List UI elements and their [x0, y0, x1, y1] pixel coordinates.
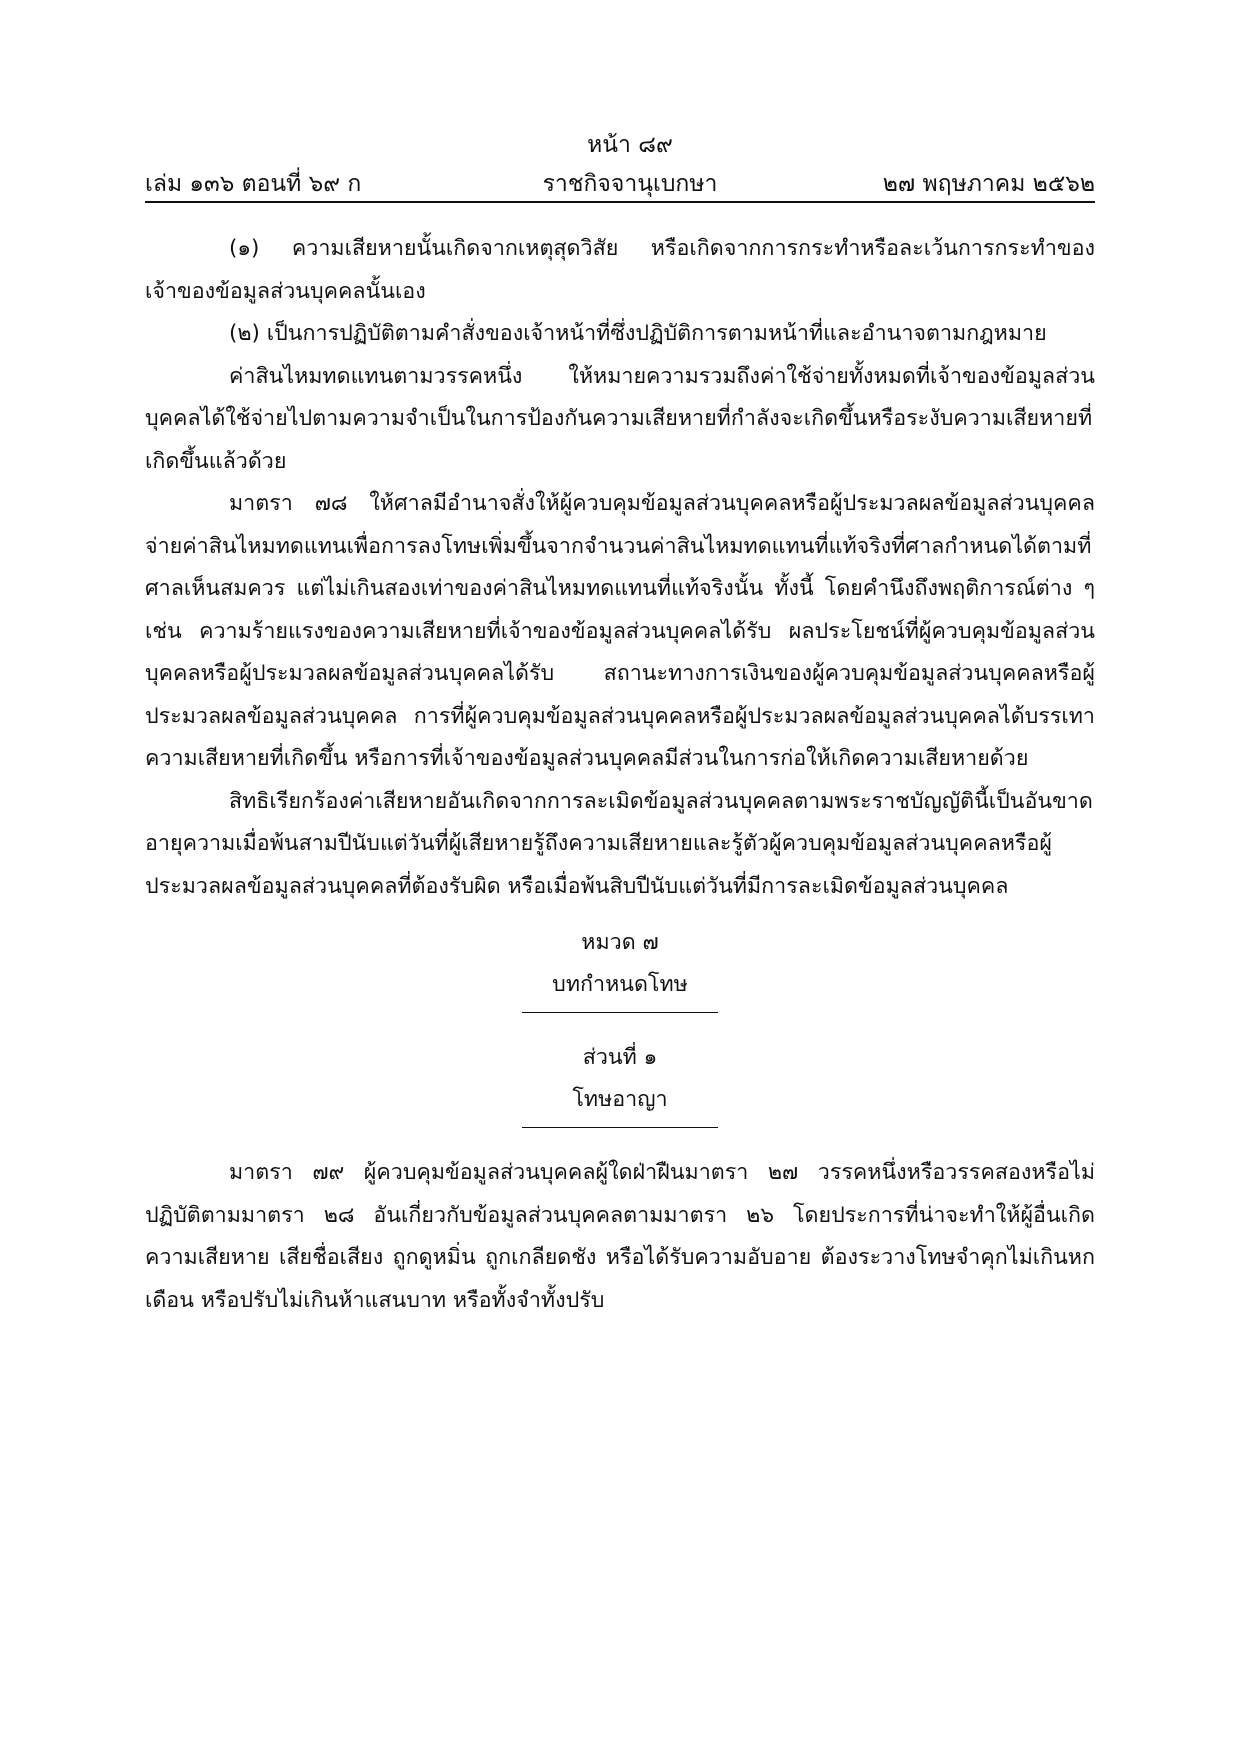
gazette-header — [145, 126, 1095, 204]
paragraph: ค่าสินไหมทดแทนตามวรรคหนึ่ง ให้หมายความรวมถึงค่าใช้จ่ายทั้งหมดที่เจ้าของข้อมูลส่วนบุคคลได้ใช้จ่ายไปตามความจำเป็นในการป้องกันความเสียหายที่กำลังจะเกิดขึ้นหรือระงับความเสียหายที่เกิดขึ้นแล้วด้วย — [145, 363, 1095, 474]
paragraph: สิทธิเรียกร้องค่าเสียหายอันเกิดจากการละเมิดข้อมูลส่วนบุคคลตามพระราชบัญญัตินี้เป็นอันขาดอายุความเมื่อพ้นสามปีนับแต่วันที่ผู้เสียหายรู้ถึงความเสียหายและรู้ตัวผู้ควบคุมข้อมูลส่วนบุคคลหรือผู้ประมวลผลข้อมูลส่วนบุคคลที่ต้องรับผิด หรือเมื่อพ้นสิบปีนับแต่วันที่มีการละเมิดข้อมูลส่วนบุคคล — [145, 788, 1093, 899]
part-heading — [145, 1037, 1095, 1128]
page-number: หน้า ๘๙ — [587, 132, 673, 158]
header-row — [145, 164, 1095, 204]
part-number: ส่วนที่ ๑ — [582, 1045, 658, 1070]
chapter-number: หมวด ๗ — [581, 930, 659, 955]
paragraph: (๒) เป็นการปฏิบัติตามคำสั่งของเจ้าหน้าที่ซึ่งปฏิบัติการตามหน้าที่และอำนาจตามกฎหมาย — [229, 321, 1047, 346]
volume-issue: เล่ม ๑๓๖ ตอนที่ ๖๙ ก — [145, 171, 362, 197]
chapter-divider — [522, 1012, 718, 1013]
gazette-title: ราชกิจจานุเบกษา — [542, 171, 718, 197]
paragraph: (๑) ความเสียหายนั้นเกิดจากเหตุสุดวิสัย หรือเกิดจากการกระทำหรือละเว้นการกระทำของเจ้าของข้อมูลส่วนบุคคลนั้นเอง — [145, 236, 1095, 304]
part-divider — [522, 1127, 718, 1128]
section-79-paragraph: มาตรา ๗๙ ผู้ควบคุมข้อมูลส่วนบุคคลผู้ใดฝ่าฝืนมาตรา ๒๗ วรรคหนึ่งหรือวรรคสองหรือไม่ปฏิบัติตามมาตรา ๒๘ อันเกี่ยวกับข้อมูลส่วนบุคคลตามมาตรา ๒๖ โดยประการที่น่าจะทำให้ผู้อื่นเกิดความเสียหาย เสียชื่อเสียง ถูกดูหมิ่น ถูกเกลียดชัง หรือได้รับความอับอาย ต้องระวางโทษจำคุกไม่เกินหกเดือน หรือปรับไม่เกินห้าแสนบาท หรือทั้งจำทั้งปรับ — [145, 1160, 1095, 1313]
part-title: โทษอาญา — [572, 1087, 668, 1112]
publication-date: ๒๗ พฤษภาคม ๒๕๖๒ — [882, 171, 1095, 197]
chapter-heading — [145, 922, 1095, 1013]
section-78-paragraph: มาตรา ๗๘ ให้ศาลมีอำนาจสั่งให้ผู้ควบคุมข้อมูลส่วนบุคคลหรือผู้ประมวลผลข้อมูลส่วนบุคคลจ่ายค่าสินไหมทดแทนเพื่อการลงโทษเพิ่มขึ้นจากจำนวนค่าสินไหมทดแทนที่แท้จริงที่ศาลกำหนดได้ตามที่ศาลเห็นสมควร แต่ไม่เกินสองเท่าของค่าสินไหมทดแทนที่แท้จริงนั้น ทั้งนี้ โดยคำนึงถึงพฤติการณ์ต่าง ๆ เช่น ความร้ายแรงของความเสียหายที่เจ้าของข้อมูลส่วนบุคคลได้รับ ผลประโยชน์ที่ผู้ควบคุมข้อมูลส่วนบุคคลหรือผู้ประมวลผลข้อมูลส่วนบุคคลได้รับ สถานะทางการเงินของผู้ควบคุมข้อมูลส่วนบุคคลหรือผู้ประมวลผลข้อมูลส่วนบุคคล การที่ผู้ควบคุมข้อมูลส่วนบุคคลหรือผู้ประมวลผลข้อมูลส่วนบุคคลได้บรรเทาความเสียหายที่เกิดขึ้น หรือการที่เจ้าของข้อมูลส่วนบุคคลมีส่วนในการก่อให้เกิดความเสียหายด้วย — [145, 491, 1095, 771]
chapter-title: บทกำหนดโทษ — [552, 972, 688, 997]
document-body — [145, 228, 1095, 1322]
header-divider — [145, 201, 1095, 203]
